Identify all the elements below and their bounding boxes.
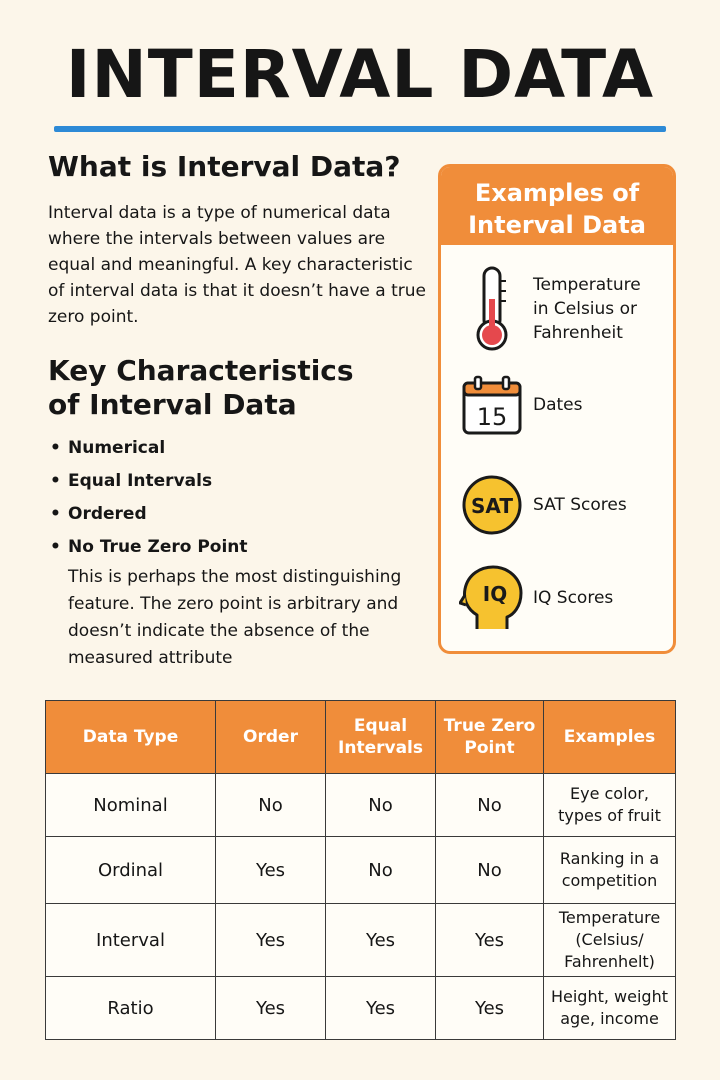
header-equal-intervals: Equal Intervals (326, 701, 436, 774)
calendar-icon (459, 375, 525, 435)
table-cell: Eye color, types of fruit (544, 774, 676, 837)
sat-badge-icon (459, 473, 525, 537)
table-cell: Yes (436, 904, 544, 977)
table-row (46, 904, 676, 977)
table-cell: Yes (216, 977, 326, 1040)
table-cell: Ranking in a competition (544, 837, 676, 904)
page-title: INTERVAL DATA (65, 36, 655, 113)
key-heading-line2: of Interval Data (48, 388, 297, 421)
header-true-zero-point: True Zero Point (436, 701, 544, 774)
table-cell: Height, weight age, income (544, 977, 676, 1040)
key-heading (48, 354, 428, 422)
table-header-row (46, 701, 676, 774)
example-label: Temperature in Celsius or Fahrenheit (533, 275, 641, 343)
table-cell: No (436, 837, 544, 904)
example-label: SAT Scores (533, 495, 627, 515)
table-cell: Yes (326, 904, 436, 977)
table-cell: Nominal (46, 774, 216, 837)
header-data-type: Data Type (46, 701, 216, 774)
key-heading-line1: Key Characteristics (48, 354, 354, 387)
table-cell: Temperature (Celsius/ Fahrenhelt) (544, 904, 676, 977)
example-item-sat (459, 473, 669, 537)
sat-badge-text: SAT (471, 494, 513, 518)
left-column (48, 150, 428, 672)
table-cell: Ordinal (46, 837, 216, 904)
table-cell: Ratio (46, 977, 216, 1040)
header-order: Order (216, 701, 326, 774)
table-cell: No (436, 774, 544, 837)
what-heading: What is Interval Data? (48, 150, 401, 183)
comparison-table-wrapper (45, 700, 675, 1040)
table-cell: Yes (216, 904, 326, 977)
table-cell: Interval (46, 904, 216, 977)
comparison-table (45, 700, 676, 1040)
calendar-day: 15 (476, 403, 508, 431)
table-cell: No (326, 774, 436, 837)
zero-point-note: This is perhaps the most distinguishing feature. The zero point is arbitrary and doesn’t indicate the absence of the measured attribute (68, 567, 402, 668)
example-item-iq (459, 563, 669, 633)
example-item-temperature (459, 265, 669, 353)
title-underline (54, 126, 666, 132)
list-item: • No True Zero Point (48, 531, 428, 564)
table-cell: Yes (436, 977, 544, 1040)
thermometer-icon (459, 265, 525, 353)
iq-text: IQ (482, 582, 508, 606)
example-item-dates (459, 375, 669, 435)
list-item: • Ordered (48, 498, 428, 531)
table-cell: Yes (216, 837, 326, 904)
what-body: Interval data is a type of numerical data where the intervals between values are equal and meaningful. A key characteristic of interval data is that it doesn’t have a true zero point. (48, 203, 426, 327)
list-item: • Numerical (48, 432, 428, 465)
examples-card (438, 164, 676, 654)
table-row (46, 977, 676, 1040)
head-iq-icon (459, 563, 525, 633)
table-cell: No (216, 774, 326, 837)
list-item: • Equal Intervals (48, 465, 428, 498)
table-cell: No (326, 837, 436, 904)
examples-heading: Examples of Interval Data (441, 167, 673, 245)
example-label: IQ Scores (533, 588, 614, 608)
table-cell: Yes (326, 977, 436, 1040)
table-row (46, 774, 676, 837)
table-row (46, 837, 676, 904)
example-label: Dates (533, 395, 583, 415)
characteristics-list (48, 432, 428, 564)
header-examples: Examples (544, 701, 676, 774)
